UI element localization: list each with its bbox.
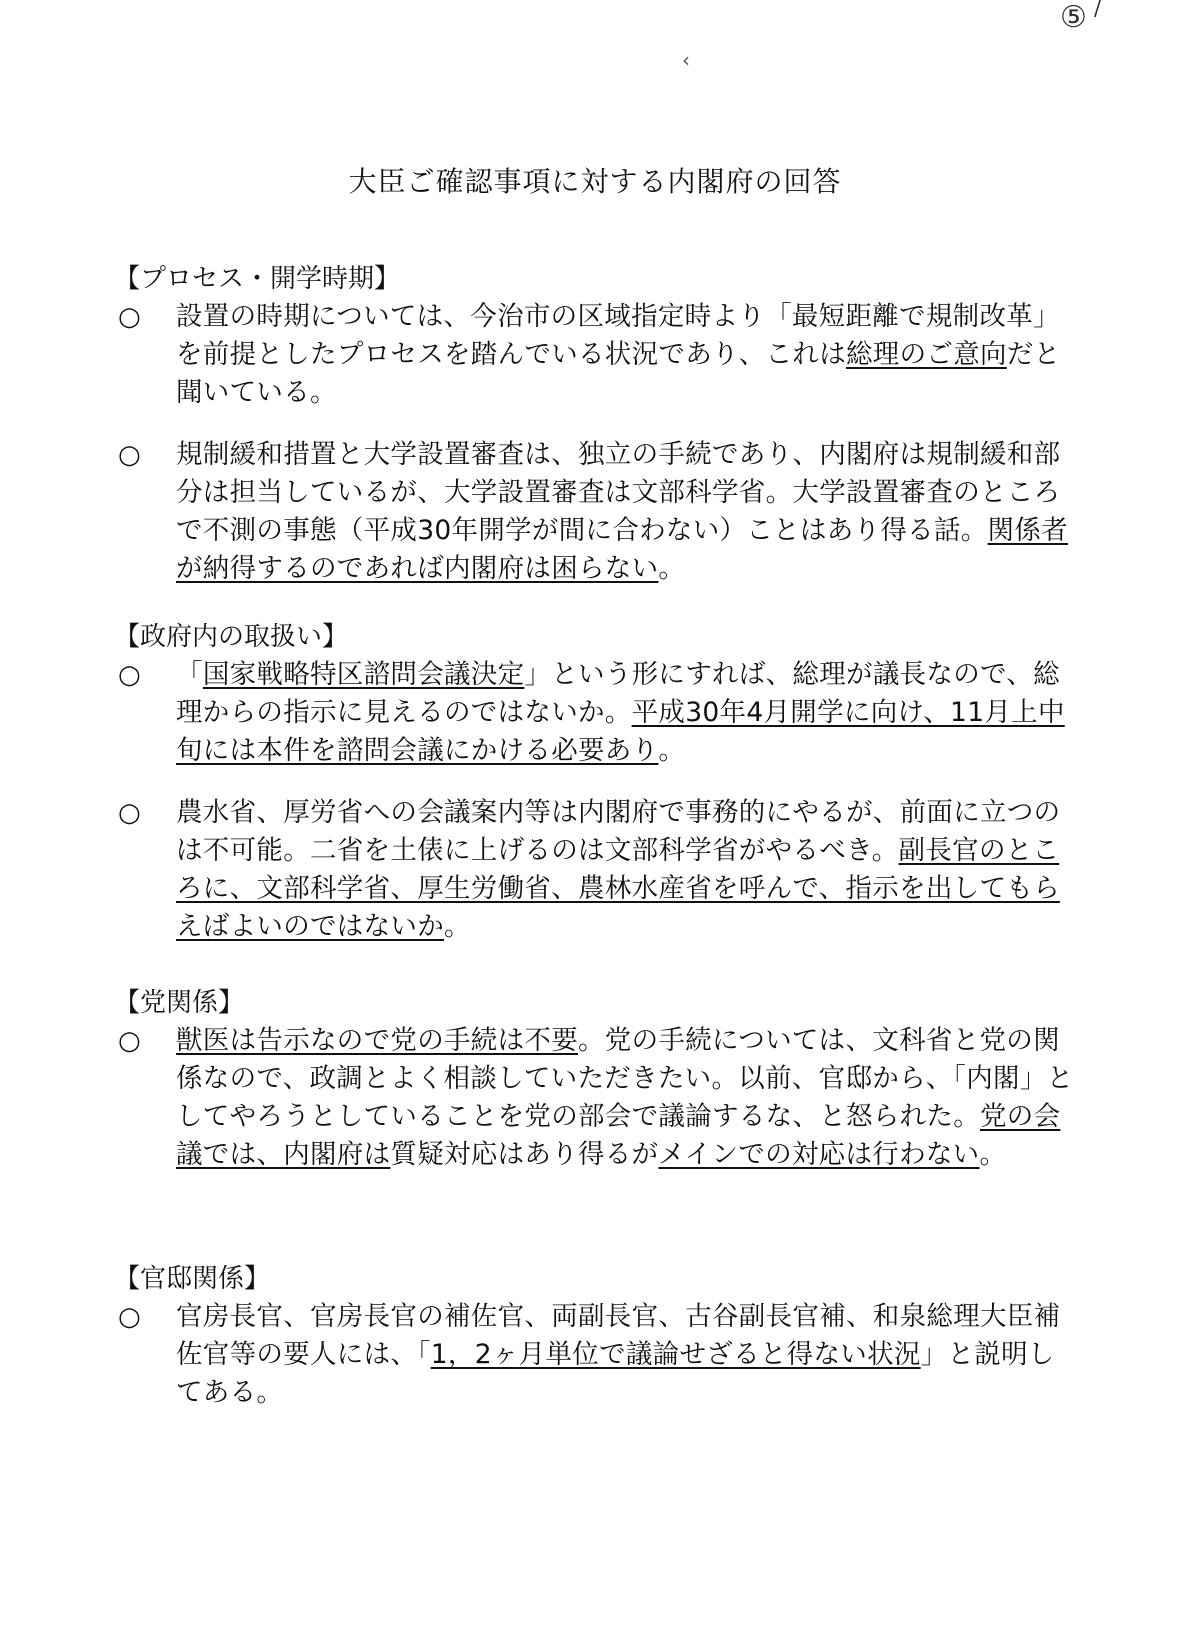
stray-mark: ‹ xyxy=(682,48,690,72)
underlined-text: 総理のご意向 xyxy=(846,339,1007,370)
section-government xyxy=(114,620,1078,970)
section-kantei xyxy=(114,1262,1078,1436)
circle-bullet-icon: ○ xyxy=(118,1302,141,1332)
list-item xyxy=(118,436,1078,588)
circle-bullet-icon: ○ xyxy=(118,660,141,690)
list-item xyxy=(118,1022,1078,1174)
underlined-text: 1，2ヶ月単位で議論せざると得ない状況 xyxy=(430,1339,921,1370)
page-number-mark xyxy=(1060,0,1102,35)
circle-bullet-icon: ○ xyxy=(118,302,141,332)
page-number: ⑤ xyxy=(1060,0,1087,35)
list-item xyxy=(118,1298,1078,1412)
section-process xyxy=(114,262,1078,612)
list-item xyxy=(118,656,1078,770)
item-text: 官房長官、官房長官の補佐官、両副長官、古谷副長官補、和泉総理大臣補佐官等の要人には、「1，2ヶ月単位で議論せざると得ない状況」と説明してある。 xyxy=(176,1301,1061,1408)
section-heading: 【プロセス・開学時期】 xyxy=(114,264,401,294)
item-text: 規制緩和措置と大学設置審査は、独立の手続であり、内閣府は規制緩和部分は担当しているが、大学設置審査は文部科学省。大学設置審査のところで不測の事態（平成30年開学が間に合わない）ことはあり得る話。関係者が納得するのであれば内閣府は困らない。 xyxy=(176,439,1068,584)
circle-bullet-icon: ○ xyxy=(118,440,141,470)
circle-bullet-icon: ○ xyxy=(118,798,141,828)
item-text: 「国家戦略特区諮問会議決定」という形にすれば、総理が議長なので、総理からの指示に見えるのではないか。平成30年4月開学に向け、11月上中旬には本件を諮問会議にかける必要あり。 xyxy=(176,659,1065,766)
item-text: 獣医は告示なので党の手続は不要。党の手続については、文科省と党の関係なので、政調とよく相談していただきたい。以前、官邸から、「内閣」としてやろうとしていることを党の部会で議論するな、と怒られた。党の会議では、内閣府は質疑対応はあり得るがメインでの対応は行わない。 xyxy=(176,1025,1074,1170)
pen-stroke: / xyxy=(1094,0,1102,21)
underlined-text: 平成30年4月開学に向け、11月上中旬には本件を諮問会議にかける必要あり xyxy=(176,697,1065,766)
section-party xyxy=(114,986,1078,1198)
document-title: 大臣ご確認事項に対する内閣府の回答 xyxy=(348,165,842,198)
list-item xyxy=(118,794,1078,946)
underlined-text: 関係者が納得するのであれば内閣府は困らない xyxy=(176,515,1068,584)
underlined-text: 党の会議では、内閣府は xyxy=(176,1101,1061,1170)
item-text: 農水省、厚労省への会議案内等は内閣府で事務的にやるが、前面に立つのは不可能。二省を土俵に上げるのは文部科学省がやるべき。副長官のところに、文部科学省、厚生労働省、農林水産省を呼んで、指示を出してもらえばよいのではないか。 xyxy=(176,797,1061,942)
section-heading: 【政府内の取扱い】 xyxy=(114,622,349,652)
underlined-text: 副長官のところに、文部科学省、厚生労働省、農林水産省を呼んで、指示を出してもらえばよいのではないか xyxy=(176,835,1060,942)
underlined-text: 獣医は告示なので党の手続は不要 xyxy=(176,1025,578,1056)
circle-bullet-icon: ○ xyxy=(118,1026,141,1056)
section-heading: 【党関係】 xyxy=(114,988,245,1018)
underlined-text: メインでの対応は行わない xyxy=(658,1139,980,1170)
section-heading: 【官邸関係】 xyxy=(114,1264,271,1294)
list-item xyxy=(118,298,1078,412)
item-text: 設置の時期については、今治市の区域指定時より「最短距離で規制改革」を前提としたプロセスを踏んでいる状況であり、これは総理のご意向だと聞いている。 xyxy=(176,301,1061,408)
underlined-text: 国家戦略特区諮問会議決定 xyxy=(202,659,525,690)
